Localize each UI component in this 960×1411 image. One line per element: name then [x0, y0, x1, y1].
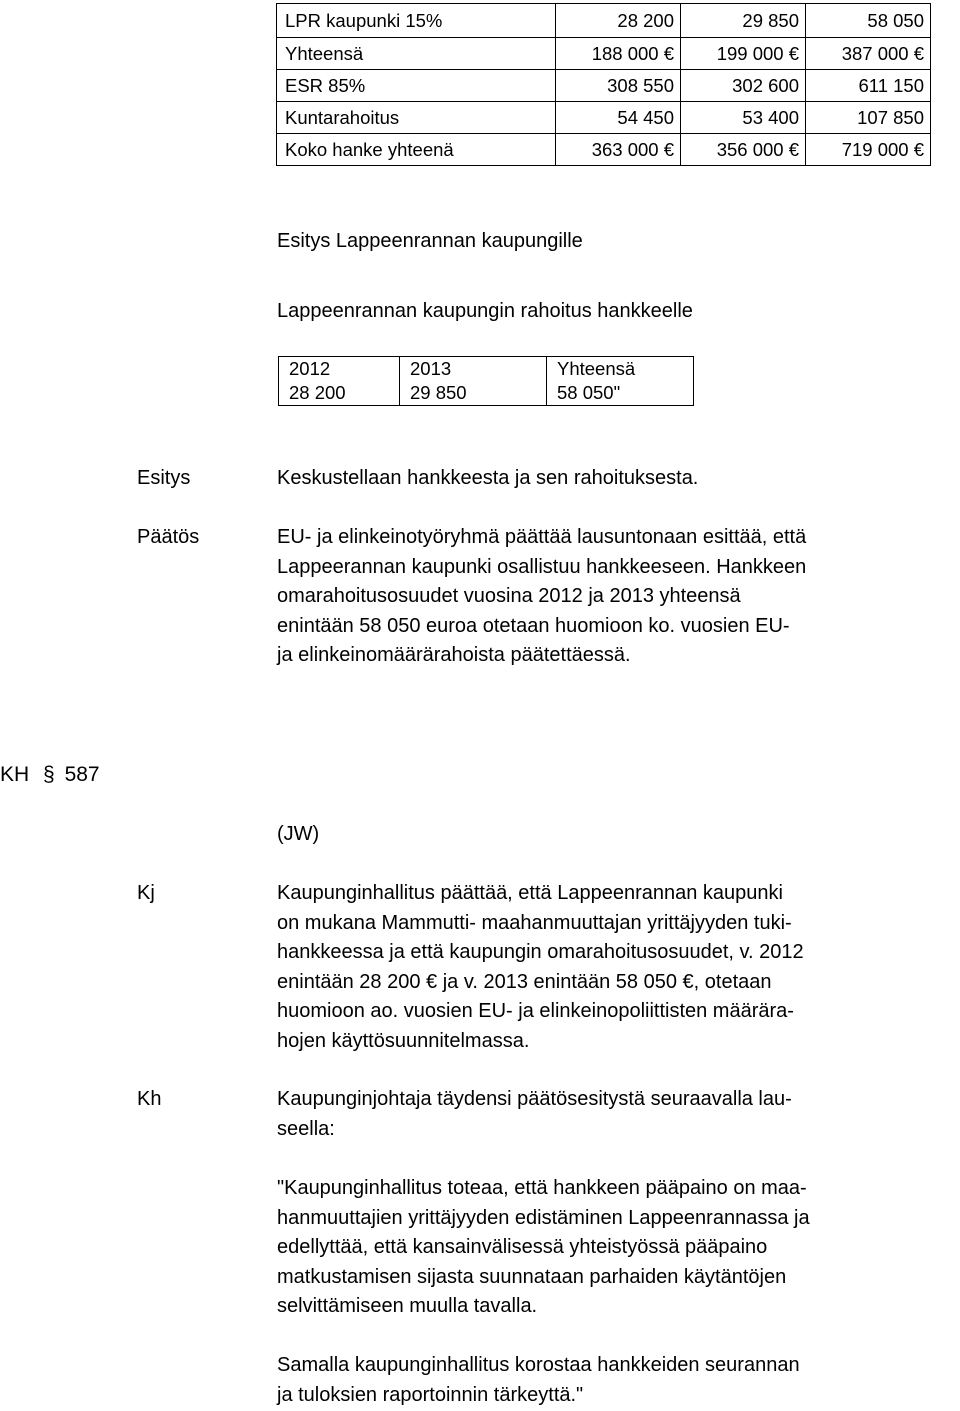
text-line: matkustamisen sijasta suunnataan parhaiden käytäntöjen [277, 1265, 787, 1288]
paatos-text [277, 523, 960, 671]
text-line: selvittämiseen muulla tavalla. [277, 1295, 538, 1317]
text-line: omarahoitusosuudet vuosina 2012 ja 2013 yhteensä [277, 585, 741, 607]
proposal-heading: Esitys Lappeenrannan kaupungille [277, 230, 583, 252]
text-line: hanmuuttajien yrittäjyyden edistäminen Lappeenrannassa ja [277, 1206, 810, 1229]
value-2012: 363 000 € [556, 134, 681, 166]
table-row [277, 70, 931, 102]
table-row [277, 134, 931, 166]
esitys-label: Esitys [137, 467, 191, 489]
value-total: 107 850 [806, 102, 931, 134]
text-line: huomioon ao. vuosien EU- ja elinkeinopoliittisten määrära- [277, 1000, 794, 1022]
column-header: Yhteensä [547, 357, 694, 382]
kj-label: Kj [137, 882, 155, 904]
value-total: 611 150 [806, 70, 931, 102]
value-2013: 29 850 [681, 4, 806, 38]
row-label: LPR kaupunki 15% [277, 4, 556, 38]
text-line: on mukana Mammutti- maahanmuuttajan yrittäjyyden tuki- [277, 911, 792, 934]
text-line: enintään 58 050 euroa otetaan huomioon ko. vuosien EU- [277, 614, 790, 637]
kh-text [277, 1085, 960, 1144]
text-line: seella: [277, 1117, 335, 1140]
city-funding-heading: Lappeenrannan kaupungin rahoitus hankkeelle [277, 300, 693, 322]
text-line: Samalla kaupunginhallitus korostaa hankkeiden seurannan [277, 1354, 800, 1376]
kh-label: Kh [137, 1088, 162, 1110]
section-sign: § [43, 763, 55, 786]
text-line: ja elinkeinomäärärahoista päätettäessä. [277, 644, 631, 666]
kj-text [277, 879, 960, 1056]
value-2013: 53 400 [681, 102, 806, 134]
row-label: Yhteensä [277, 38, 556, 70]
column-header: 2012 [279, 357, 400, 382]
value-2012: 28 200 [556, 4, 681, 38]
value-2012: 308 550 [556, 70, 681, 102]
author-initials: (JW) [277, 823, 320, 845]
paatos-label: Päätös [137, 526, 200, 548]
text-line: hankkeessa ja että kaupungin omarahoitusosuudet, v. 2012 [277, 941, 804, 963]
table-row [277, 102, 931, 134]
text-line: enintään 28 200 € ja v. 2013 enintään 58 050 €, otetaan [277, 970, 772, 993]
table-header-row [279, 357, 694, 382]
table-row [277, 4, 931, 38]
row-label: ESR 85% [277, 70, 556, 102]
value-total: 719 000 € [806, 134, 931, 166]
section-number: 587 [64, 763, 100, 786]
text-line: "Kaupunginhallitus toteaa, että hankkeen pääpaino on maa- [277, 1177, 807, 1199]
text-line: edellyttää, että kansainvälisessä yhteistyössä pääpaino [277, 1236, 768, 1258]
funding-table [276, 3, 931, 166]
section-heading [0, 760, 100, 790]
text-line: Lappeerannan kaupunki osallistuu hankkeeseen. Hankkeen [277, 555, 807, 578]
value-2012: 54 450 [556, 102, 681, 134]
esitys-text: Keskustellaan hankkeesta ja sen rahoituksesta. [277, 467, 699, 489]
value-2013: 356 000 € [681, 134, 806, 166]
value-2013: 302 600 [681, 70, 806, 102]
quote-paragraph [277, 1351, 960, 1410]
city-funding-table [278, 356, 694, 406]
section-prefix: KH [0, 763, 30, 786]
text-line: Kaupunginhallitus päättää, että Lappeenrannan kaupunki [277, 882, 783, 904]
table-cell: 28 200 [279, 381, 400, 406]
table-row [277, 38, 931, 70]
text-line: hojen käyttösuunnitelmassa. [277, 1029, 530, 1052]
row-label: Koko hanke yhteenä [277, 134, 556, 166]
value-total: 58 050 [806, 4, 931, 38]
value-2012: 188 000 € [556, 38, 681, 70]
row-label: Kuntarahoitus [277, 102, 556, 134]
text-line: Kaupunginjohtaja täydensi päätösesitystä seuraavalla lau- [277, 1088, 792, 1110]
value-total: 387 000 € [806, 38, 931, 70]
table-cell: 58 050" [547, 381, 694, 406]
quote-paragraph [277, 1174, 960, 1322]
table-row [279, 381, 694, 406]
text-line: EU- ja elinkeinotyöryhmä päättää lausuntonaan esittää, että [277, 526, 807, 548]
value-2013: 199 000 € [681, 38, 806, 70]
table-cell: 29 850 [400, 381, 547, 406]
column-header: 2013 [400, 357, 547, 382]
text-line: ja tuloksien raportoinnin tärkeyttä." [277, 1383, 584, 1406]
